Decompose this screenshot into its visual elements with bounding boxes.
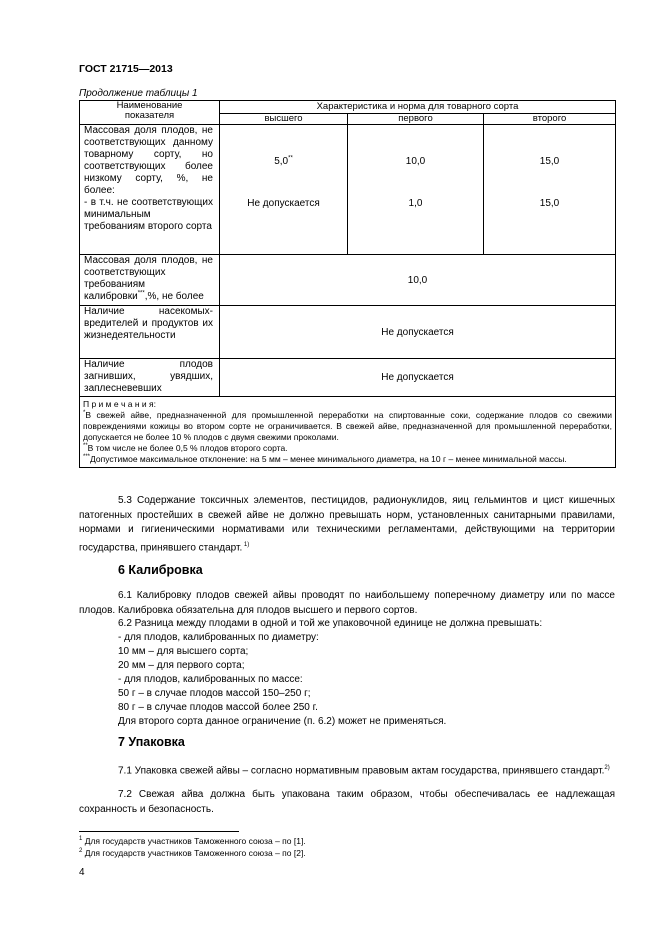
footnote-divider [79, 831, 239, 832]
page-number: 4 [79, 867, 85, 878]
row-calibration-value: 10,0 [220, 255, 616, 306]
list-line: 20 мм – для первого сорта; [118, 660, 245, 671]
list-line: - для плодов, калиброванных по диаметру: [118, 632, 319, 643]
paragraph-6-2: 6.2 Разница между плодами в одной и той же упаковочной единице не должна превышать: [118, 618, 543, 629]
list-line: - для плодов, калиброванных по массе: [118, 674, 303, 685]
table-notes: П р и м е ч а н и я: *В свежей айве, предназначенной для промышленной переработки на спиртованные соки, содержание плодов со свежими повреждениями кожицы во втором сорте не ограничивается. В свежей айве, предназначенной для промышленной переработки, допускается не более 10 % плодов с двумя свежими проколами. **В том числе не более 0,5 % плодов второго сорта. ***Допустимое максимальное отклонение: на 5 мм – менее минимального диаметра, на 10 г – менее минимальной массы. [80, 397, 616, 468]
document-id: ГОСТ 21715—2013 [79, 63, 173, 75]
quality-table [79, 100, 616, 468]
section-5-3: 5.3 Содержание токсичных элементов, пестицидов, радионуклидов, яиц гельминтов и цист кишечных патогенных простейших в свежей айве не должно превышать норм, установленных санитарными правилами, нормами и гигиеническими нормативами или техническими регламентами, действующими на территории государства, принявшего стандарт. $^{1)}$ [79, 495, 615, 553]
row-off-grade-name: Массовая доля плодов, не соответствующих данному товарному сорту, но соответствующих более низкому сорту, %, не более: - в т.ч. не соответствующих минимальным требованиям второго сорта [80, 125, 220, 255]
paragraph-6-1: 6.1 Калибровку плодов свежей айвы проводят по наибольшему поперечному диаметру или по массе плодов. Калибровка обязательна для плодов высшего и первого сортов. [79, 590, 615, 616]
footnote-1: $^1$ Для государств участников Таможенного союза – по [1]. [79, 836, 306, 846]
list-line: 10 мм – для высшего сорта; [118, 646, 249, 657]
section-6-heading: 6 Калибровка [118, 563, 203, 577]
row-off-grade-first: 10,0 1,0 [348, 125, 484, 255]
list-line: 80 г – в случае плодов массой более 250 г. [118, 702, 318, 713]
row-off-grade-top: 5,0** Не допускается [220, 125, 348, 255]
header-grade-top: высшего [220, 114, 348, 125]
header-grade-first: первого [348, 114, 484, 125]
row-rotten-value: Не допускается [220, 359, 616, 397]
list-line: 50 г – в случае плодов массой 150–250 г; [118, 688, 311, 699]
row-rotten-name: Наличие плодов загнивших, увядших, заплесневевших [80, 359, 220, 397]
header-grade-second: второго [484, 114, 616, 125]
paragraph-7-1: 7.1 Упаковка свежей айвы – согласно нормативным правовым актам государства, принявшего стандарт.$^{2)}$ [118, 765, 610, 777]
footnote-2: $^2$ Для государств участников Таможенного союза – по [2]. [79, 848, 306, 858]
row-calibration-name: Массовая доля плодов, не соответствующих требованиям калибровки***,%, не более [80, 255, 220, 306]
row-off-grade-second: 15,0 15,0 [484, 125, 616, 255]
row-pests-name: Наличие насекомых-вредителей и продуктов их жизнедеятельности [80, 306, 220, 359]
header-grade-group: Характеристика и норма для товарного сорта [220, 101, 616, 114]
section-7-heading: 7 Упаковка [118, 735, 185, 749]
header-indicator-name: Наименование показателя [80, 101, 220, 125]
row-pests-value: Не допускается [220, 306, 616, 359]
table-caption: Продолжение таблицы 1 [79, 88, 198, 99]
paragraph-7-2: 7.2 Свежая айва должна быть упакована таким образом, чтобы обеспечивалась ее надлежащая сохранность и безопасность. [79, 789, 615, 815]
list-line: Для второго сорта данное ограничение (п. 6.2) может не применяться. [118, 716, 447, 727]
